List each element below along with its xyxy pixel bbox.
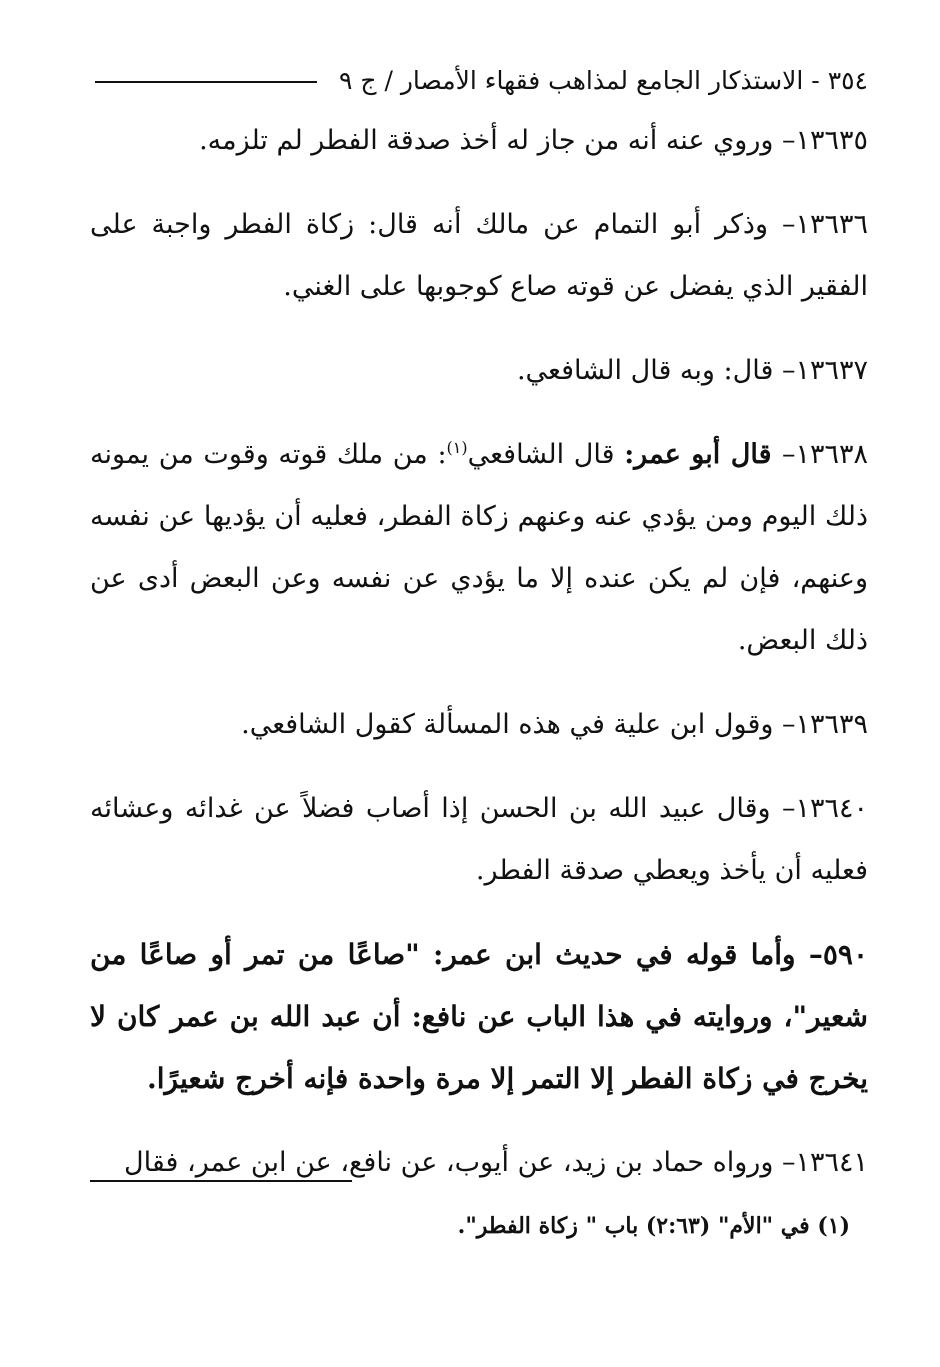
paragraph-text: قال: وبه قال الشافعي. [516, 355, 782, 386]
paragraph-number: ١٣٦٣٨– [782, 439, 869, 470]
paragraph-13639 [90, 694, 868, 756]
paragraph-text: : من ملك قوته وقوت من يمونه ذلك اليوم ومن يؤدي عنه وعنهم زكاة الفطر، فعليه أن يؤديها عن نفسه وعنهم، فإن لم يكن عنده إلا ما يؤدي عن نفسه وعن البعض أدى عن ذلك البعض. [90, 439, 868, 656]
paragraph-text-before-note: قال الشافعي [467, 439, 625, 470]
running-title: ٣٥٤ - الاستذكار الجامع لمذاهب فقهاء الأمصار / ج ٩ [338, 65, 868, 95]
paragraph-13635 [90, 110, 868, 172]
paragraph-13638 [90, 424, 868, 672]
paragraph-number: ١٣٦٣٩– [781, 709, 868, 740]
paragraph-number: ١٣٦٣٦– [781, 209, 868, 240]
paragraph-text: وقول ابن علية في هذه المسألة كقول الشافعي. [241, 709, 782, 740]
paragraph-13640 [90, 778, 868, 902]
speaker-lead: قال أبو عمر: [624, 439, 782, 470]
footnote-rule [90, 1180, 352, 1182]
page-header [95, 58, 868, 102]
paragraph-text: وأما قوله في حديث ابن عمر: "صاعًا من تمر أو صاعًا من شعير"، وروايته في هذا الباب عن نافع: أن عبد الله بن عمر كان لا يخرج في زكاة الفطر إلا التمر إلا مرة واحدة فإنه أخرج شعيرًا. [90, 938, 868, 1095]
paragraph-13641 [90, 1132, 868, 1194]
paragraph-text: وقال عبيد الله بن الحسن إذا أصاب فضلاً عن غدائه وعشائه فعليه أن يأخذ ويعطي صدقة الفطر. [90, 793, 868, 886]
paragraph-number: ٥٩٠– [808, 938, 868, 971]
paragraph-13637 [90, 340, 868, 402]
paragraph-number: ١٣٦٤١– [781, 1147, 868, 1178]
footnote-text: في "الأم" (٢:٦٣) باب " زكاة الفطر". [457, 1213, 818, 1239]
footnote-marker: (١) [817, 1213, 850, 1239]
paragraph-number: ١٣٦٤٠– [781, 793, 868, 824]
paragraph-text: وروي عنه أنه من جاز له أخذ صدقة الفطر لم تلزمه. [199, 125, 782, 156]
paragraph-text: وذكر أبو التمام عن مالك أنه قال: زكاة الفطر واجبة على الفقير الذي يفضل عن قوته صاع كوجوبها على الغني. [90, 209, 868, 302]
paragraph-13636 [90, 194, 868, 318]
paragraph-text: ورواه حماد بن زيد، عن أيوب، عن نافع، عن ابن عمر، فقال [124, 1147, 782, 1178]
footnote-reference: (١) [446, 438, 468, 457]
header-rule [95, 81, 317, 83]
paragraph-number: ١٣٦٣٧– [781, 355, 868, 386]
footnote [90, 1206, 850, 1246]
main-text [90, 110, 868, 1216]
paragraph-590 [90, 924, 868, 1110]
paragraph-number: ١٣٦٣٥– [781, 125, 868, 156]
